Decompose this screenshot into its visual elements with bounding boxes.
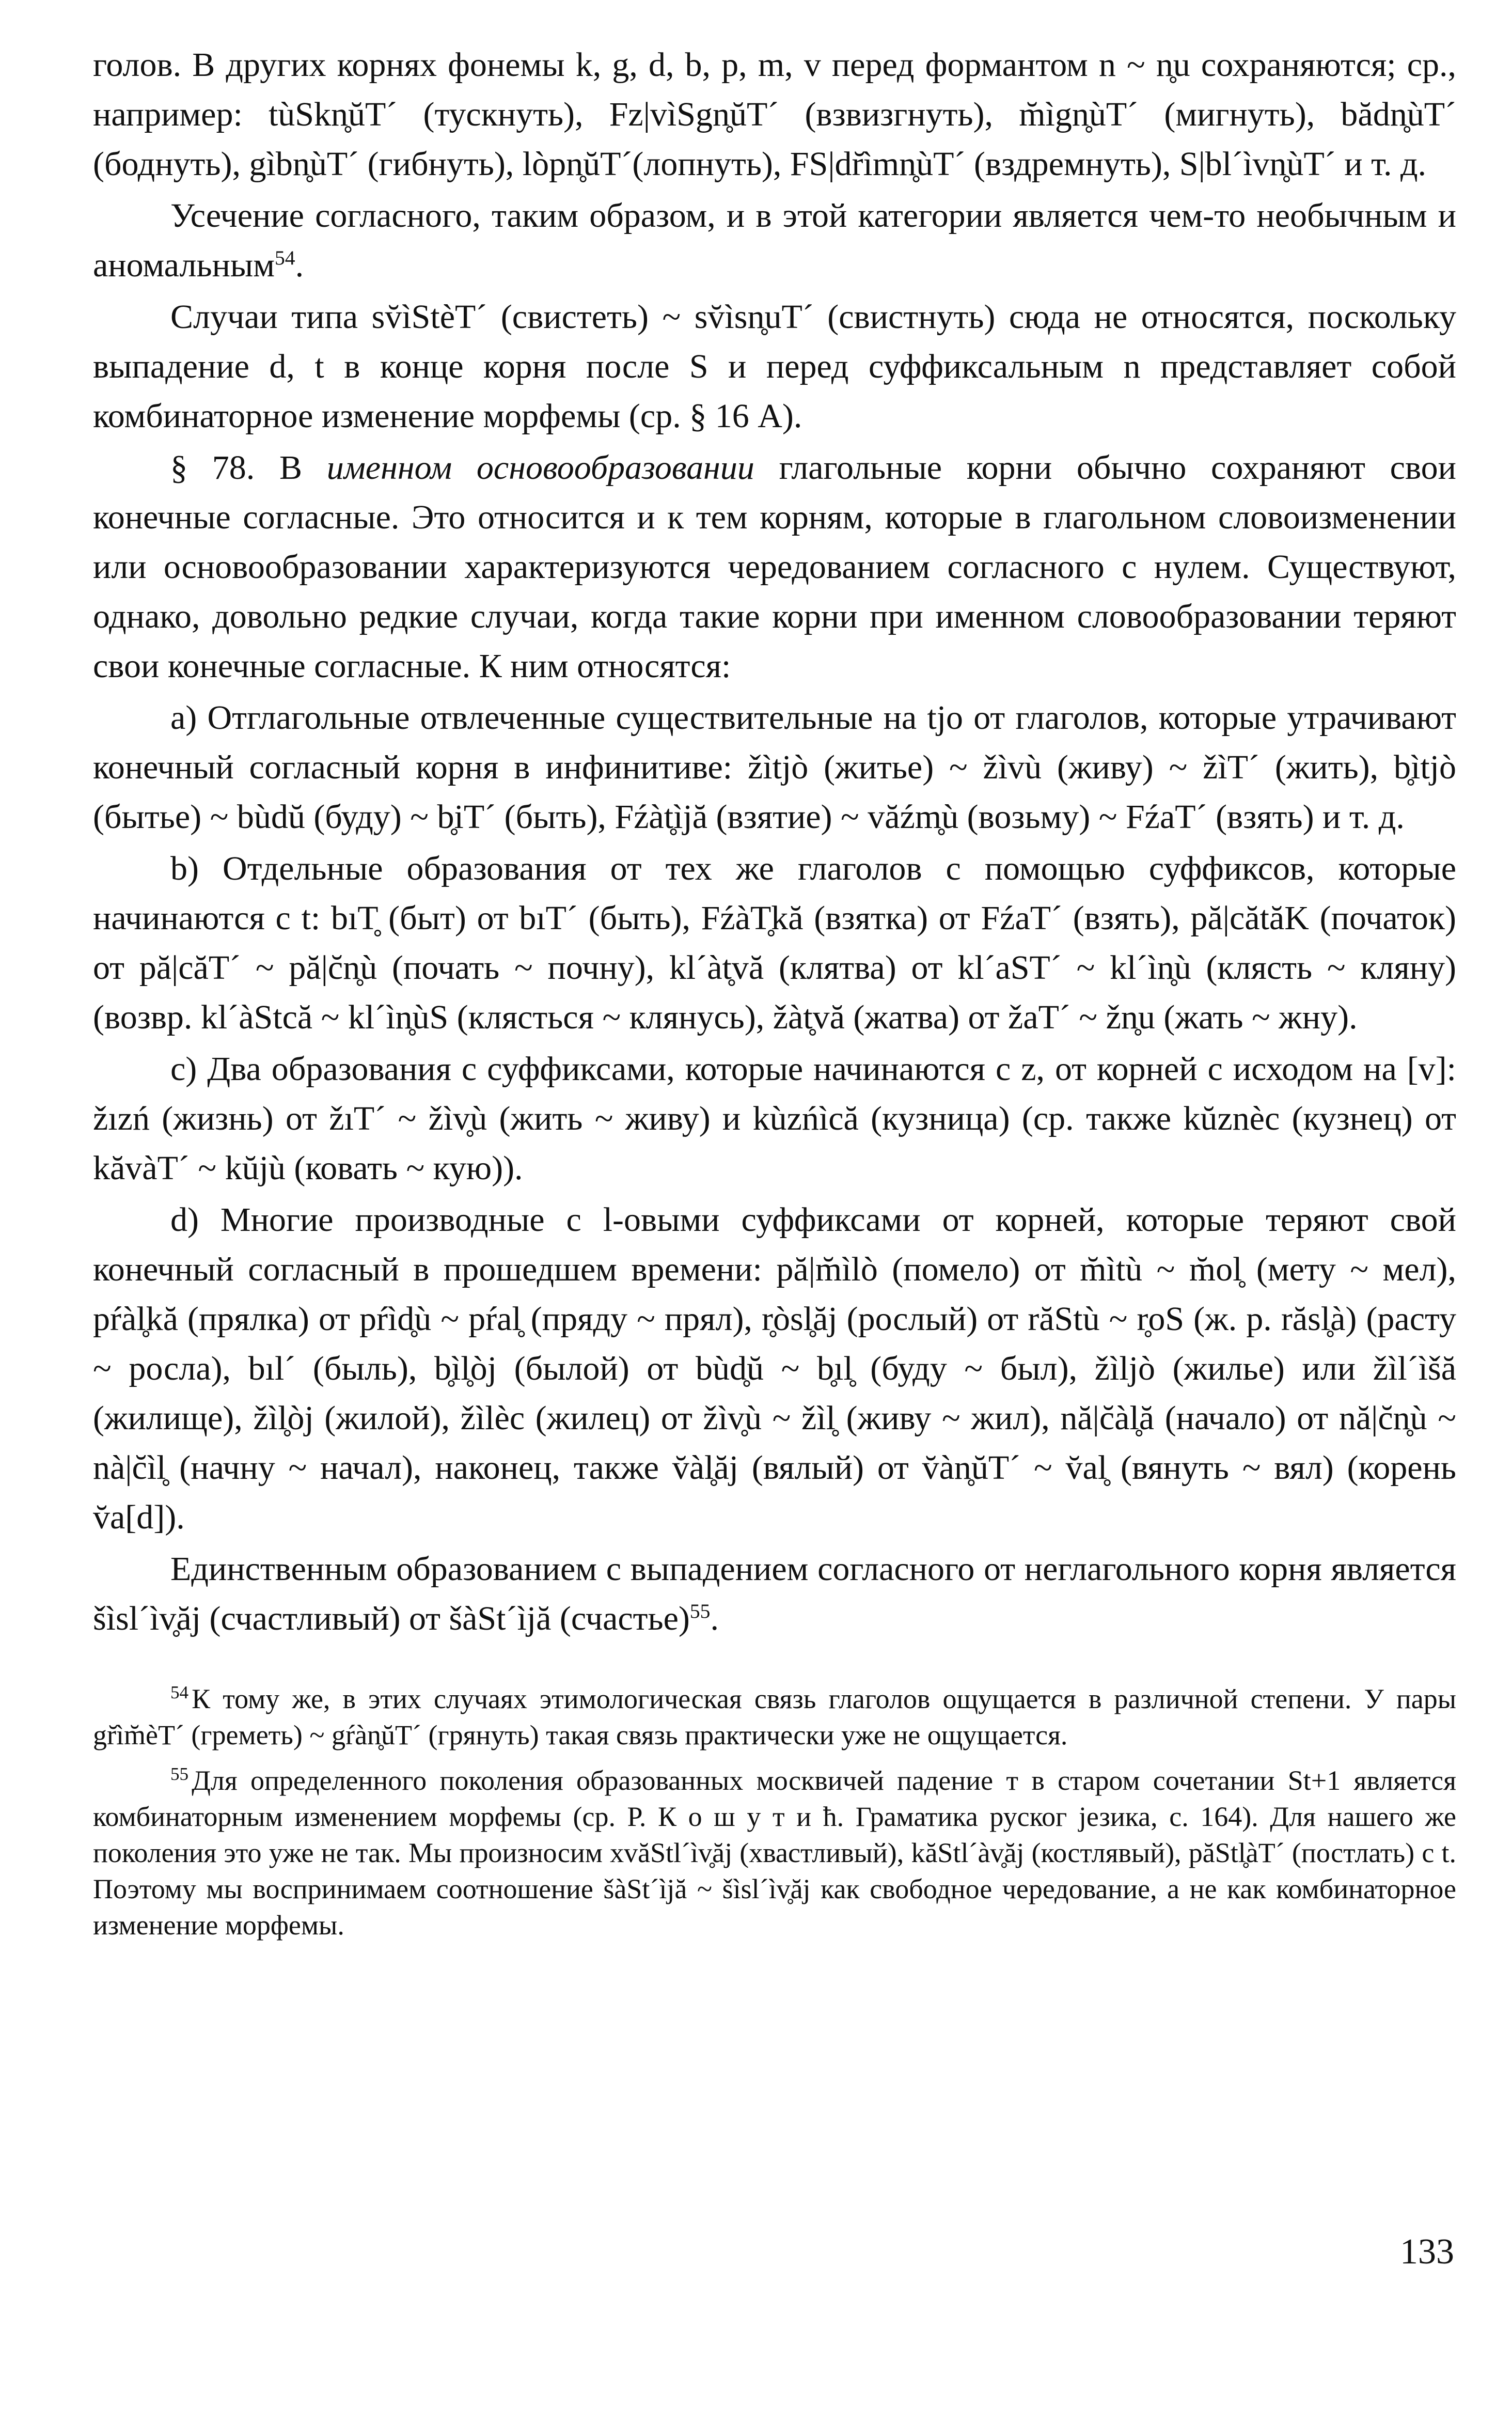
paragraph-continuation bbox=[93, 40, 1456, 189]
list-item-b bbox=[93, 844, 1456, 1042]
footnotes bbox=[93, 1681, 1456, 1943]
footnote-text: Для определенного поколения образованных москвичей падение т в старом сочетании St+1 является комбинаторным изменением морфемы (ср. Р. К о ш у т и ћ. Граматика руског језика, с. 164). Для нашего же поколения это уже не так. Мы произносим xvăStl´ìv̥ăj (хвастливый), kăStl´àv̥ăj (костлявый), păStl̥àT´ (постлать) с t. Поэтому мы воспринимаем соотношение šàSt´ìjă ~ šìsl´ìv̥ăj как свободное чередование, а не как комбинаторное изменение морфемы. bbox=[93, 1765, 1456, 1941]
footnote-mark: 54 bbox=[170, 1682, 189, 1702]
paragraph-cases bbox=[93, 292, 1456, 441]
paragraph-text: a) Отглагольные отвлеченные существительные на tjo от глаголов, которые утрачивают конечный согласный корня в инфинитиве: žìtjò (житье) ~ žìvù (живу) ~ žìT´ (жить), b̥ìtjò (бытье) ~ bùdŭ (буду) ~ b̥iT´ (быть), Fźàt̥ìjă (взятие) ~ văźm̥ù (возьму) ~ FźaT´ (взять) и т. д. bbox=[93, 699, 1456, 836]
list-item-a bbox=[93, 693, 1456, 842]
footnote-text: К тому же, в этих случаях этимологическая связь глаголов ощущается в различной степени. У пары gr̆ìm̆èT´ (греметь) ~ gŕàn̥ŭT´ (грянуть) такая связь практически уже не ощущается. bbox=[93, 1683, 1456, 1751]
page bbox=[93, 40, 1456, 1943]
page-number: 133 bbox=[1400, 2232, 1454, 2272]
footnote-54 bbox=[93, 1681, 1456, 1753]
paragraph-tail: . bbox=[710, 1600, 719, 1637]
paragraph-unique-formation bbox=[93, 1544, 1456, 1644]
paragraph-section-78 bbox=[93, 443, 1456, 691]
paragraph-text: Случаи типа sv̆ìStèT´ (свистеть) ~ sv̆ìsn̥uT´ (свистнуть) сюда не относятся, поскольку выпадение d, t в конце корня после S и перед суффиксальным n представляет собой комбинаторное изменение морфемы (ср. § 16 А). bbox=[93, 298, 1456, 435]
footnote-ref-55[interactable]: 55 bbox=[689, 1600, 711, 1622]
footnote-ref-54[interactable]: 54 bbox=[275, 246, 295, 269]
list-item-c bbox=[93, 1044, 1456, 1193]
list-item-d bbox=[93, 1195, 1456, 1542]
footnote-mark: 55 bbox=[170, 1764, 189, 1784]
body-text bbox=[93, 40, 1456, 1644]
paragraph-tail: . bbox=[295, 246, 304, 284]
section-emphasis: именном основообразовании bbox=[326, 449, 754, 487]
section-lead: § 78. В bbox=[170, 449, 327, 487]
footnote-55 bbox=[93, 1762, 1456, 1943]
paragraph-text: глагольные корни обычно сохраняют свои конечные согласные. Это относится и к тем корням, которые в глагольном словоизменении или основообразовании характеризуются чередованием согласного с нулем. Существуют, однако, довольно редкие случаи, когда такие корни при именном словообразовании теряют свои конечные согласные. К ним относятся: bbox=[93, 449, 1456, 685]
paragraph-text: d) Многие производные с l-овыми суффиксами от корней, которые теряют свой конечный согласный в прошедшем времени: pă|m̆ìlò (помело) от m̆ìtù ~ m̆ol̥ (мету ~ мел), pŕàl̥kă (прялка) от pŕìd̥ù ~ pŕal̥ (пряду ~ прял), r̥òsl̥ăj (рослый) от răStù ~ r̥oS (ж. р. răsl̥à) (расту ~ росла), bıl´ (быль), b̥ìl̥òj (былой) от bùd̥ŭ ~ b̥ıl̥ (буду ~ был), žìljò (жилье) или žìl´ìšă (жилище), žìl̥òj (жилой), žìlèc (жилец) от žìv̥ù ~ žìl̥ (живу ~ жил), nă|c̆àl̥ă (начало) от nă|c̆n̥ù ~ nà|c̆ìl̥ (начну ~ начал), наконец, также v̆àl̥ăj (вялый) от v̆àn̥ŭT´ ~ v̆al̥ (вянуть ~ вял) (корень v̆a[d]). bbox=[93, 1201, 1456, 1536]
paragraph-text: Усечение согласного, таким образом, и в этой категории является чем-то необычным и аномальным bbox=[93, 197, 1456, 284]
paragraph-text: b) Отдельные образования от тех же глаголов с помощью суффиксов, которые начинаются с t: bıT̥ (быт) от bıT´ (быть), FźàT̥kă (взятка) от FźaT´ (взять), pă|cătăK (початок) от pă|căT´ ~ pă|c̆n̥ù (почать ~ почну), kl´àt̥vă (клятва) от kl´aST´ ~ kl´ìn̥ù (клясть ~ кляну) (возвр. kl´àStcă ~ kl´ìn̥ùS (клясться ~ клянусь), žàt̥vă (жатва) от žaT´ ~ žn̥u (жать ~ жну). bbox=[93, 850, 1456, 1036]
paragraph-truncation bbox=[93, 191, 1456, 290]
paragraph-text: голов. В других корнях фонемы k, g, d, b, p, m, v перед формантом n ~ n̥u сохраняются; ср., например: tùSkn̥ŭT´ (тускнуть), Fz|vìSgn̥ŭT´ (взвизгнуть), m̆ìgn̥ùT´ (мигнуть), bădn̥ùT´ (боднуть), gìbn̥ùT´ (гибнуть), lòpn̥ŭT´(лопнуть), FS|dr̆ìmn̥ùT´ (вздремнуть), S|bl´ìvn̥ùT´ и т. д. bbox=[93, 46, 1456, 183]
paragraph-text: c) Два образования с суффиксами, которые начинаются с z, от корней с исходом на [v]: žızń (жизнь) от žıT´ ~ žìv̥ù (жить ~ живу) и kùzńìcă (кузница) (ср. также kŭznèc (кузнец) от kăvàT´ ~ kŭjù (ковать ~ кую)). bbox=[93, 1050, 1456, 1187]
paragraph-text: Единственным образованием с выпадением согласного от неглагольного корня является šìsl´ìv̥ăj (счастливый) от šàSt´ìjă (счастье) bbox=[93, 1550, 1456, 1637]
